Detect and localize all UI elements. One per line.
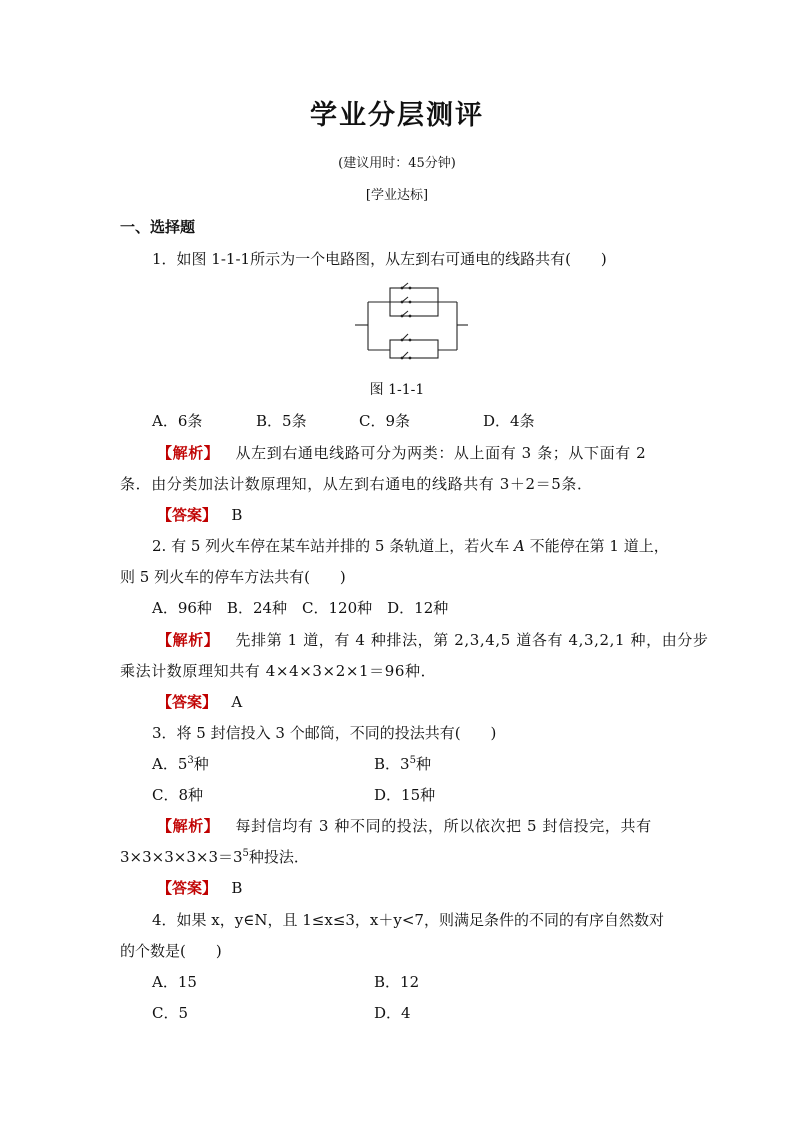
q3-answer-value: B: [231, 879, 243, 897]
q1-analysis-line2: 条．由分类加法计数原理知，从左到右通电的线路共有 3＋2＝5条．: [120, 475, 593, 493]
q3-stem: 3．将 5 封信投入 3 个邮筒，不同的投法共有( ): [152, 724, 497, 742]
q4-stem-line2: 的个数是( ): [120, 942, 222, 960]
q2-options: A．96种 B．24种 C．120种 D．12种: [152, 599, 449, 617]
q1-option-c: C．9条: [359, 412, 411, 430]
q3-analysis-line2: [120, 847, 309, 867]
q3-analysis-exp: 5: [242, 848, 249, 859]
q4-option-b: B．12: [374, 973, 420, 991]
answer-tag: 【答案】: [157, 506, 218, 524]
section-heading: 一、选择题: [120, 218, 196, 236]
q3-analysis-text1: 每封信均有 3 种不同的投法，所以依次把 5 封信投完，共有: [235, 817, 652, 835]
q3-opt-a-exp: 3: [187, 755, 194, 766]
q4-option-d: D．4: [374, 1004, 411, 1022]
q2-analysis-text1: 先排第 1 道，有 4 种排法，第 2,3,4,5 道各有 4,3,2,1 种，由分步: [235, 631, 709, 649]
q1-answer: [157, 505, 242, 525]
q3-analysis-tail: 种投法．: [248, 848, 309, 866]
q1-answer-value: B: [231, 506, 243, 524]
q3-opt-a-base: A．5: [152, 755, 188, 773]
q3-option-d: D．15种: [374, 786, 436, 804]
q2-stem-variable: A: [514, 537, 525, 555]
q2-stem-part-b: 不能停在第 1 道上，: [524, 537, 669, 555]
circuit-diagram: [350, 282, 470, 362]
q1-analysis-line1: [157, 443, 646, 463]
q2-stem-line1: [152, 536, 669, 556]
answer-tag: 【答案】: [157, 879, 218, 897]
q1-option-a: A．6条: [152, 412, 203, 430]
analysis-tag: 【解析】: [157, 444, 220, 462]
q3-option-c: C．8种: [152, 786, 204, 804]
analysis-tag: 【解析】: [157, 817, 220, 835]
q3-opt-a-unit: 种: [193, 755, 209, 773]
q3-opt-b-base: B．3: [374, 755, 410, 773]
q2-stem-line2: 则 5 列火车的停车方法共有( ): [120, 568, 346, 586]
bottom-parallel-block: [390, 340, 438, 358]
q4-stem-line1: 4．如果 x，y∈N，且 1≤x≤3，x＋y<7，则满足条件的不同的有序自然数对: [152, 911, 664, 929]
q3-option-a: [152, 754, 209, 774]
q1-option-b: B．5条: [256, 412, 307, 430]
q3-answer: [157, 878, 242, 898]
q1-analysis-text1: 从左到右通电线路可分为两类：从上面有 3 条；从下面有 2: [235, 444, 647, 462]
q3-analysis-line1: [157, 816, 652, 836]
q3-opt-b-exp: 5: [409, 755, 416, 766]
q1-stem: 1．如图 1-1-1所示为一个电路图，从左到右可通电的线路共有( ): [152, 250, 607, 268]
q2-stem-part-a: 2. 有 5 列火车停在某车站并排的 5 条轨道上，若火车: [152, 537, 515, 555]
q2-answer-value: A: [231, 693, 243, 711]
analysis-tag: 【解析】: [157, 631, 220, 649]
q3-opt-b-unit: 种: [415, 755, 431, 773]
q4-option-a: A．15: [152, 973, 197, 991]
q3-analysis-base: 3×3×3×3×3＝3: [120, 848, 243, 866]
q1-option-d: D．4条: [483, 412, 535, 430]
answer-tag: 【答案】: [157, 693, 218, 711]
q2-analysis-line2: 乘法计数原理知共有 4×4×3×2×1＝96种．: [120, 662, 437, 680]
q2-analysis-line1: [157, 630, 709, 650]
time-note: (建议用时：45分钟): [338, 156, 456, 171]
figure-caption: 图 1-1-1: [369, 382, 425, 398]
q4-option-c: C．5: [152, 1004, 189, 1022]
level-label: [学业达标]: [365, 188, 429, 203]
q2-answer: [157, 692, 242, 712]
q3-option-b: [374, 754, 431, 774]
page-title: 学业分层测评: [310, 100, 484, 131]
